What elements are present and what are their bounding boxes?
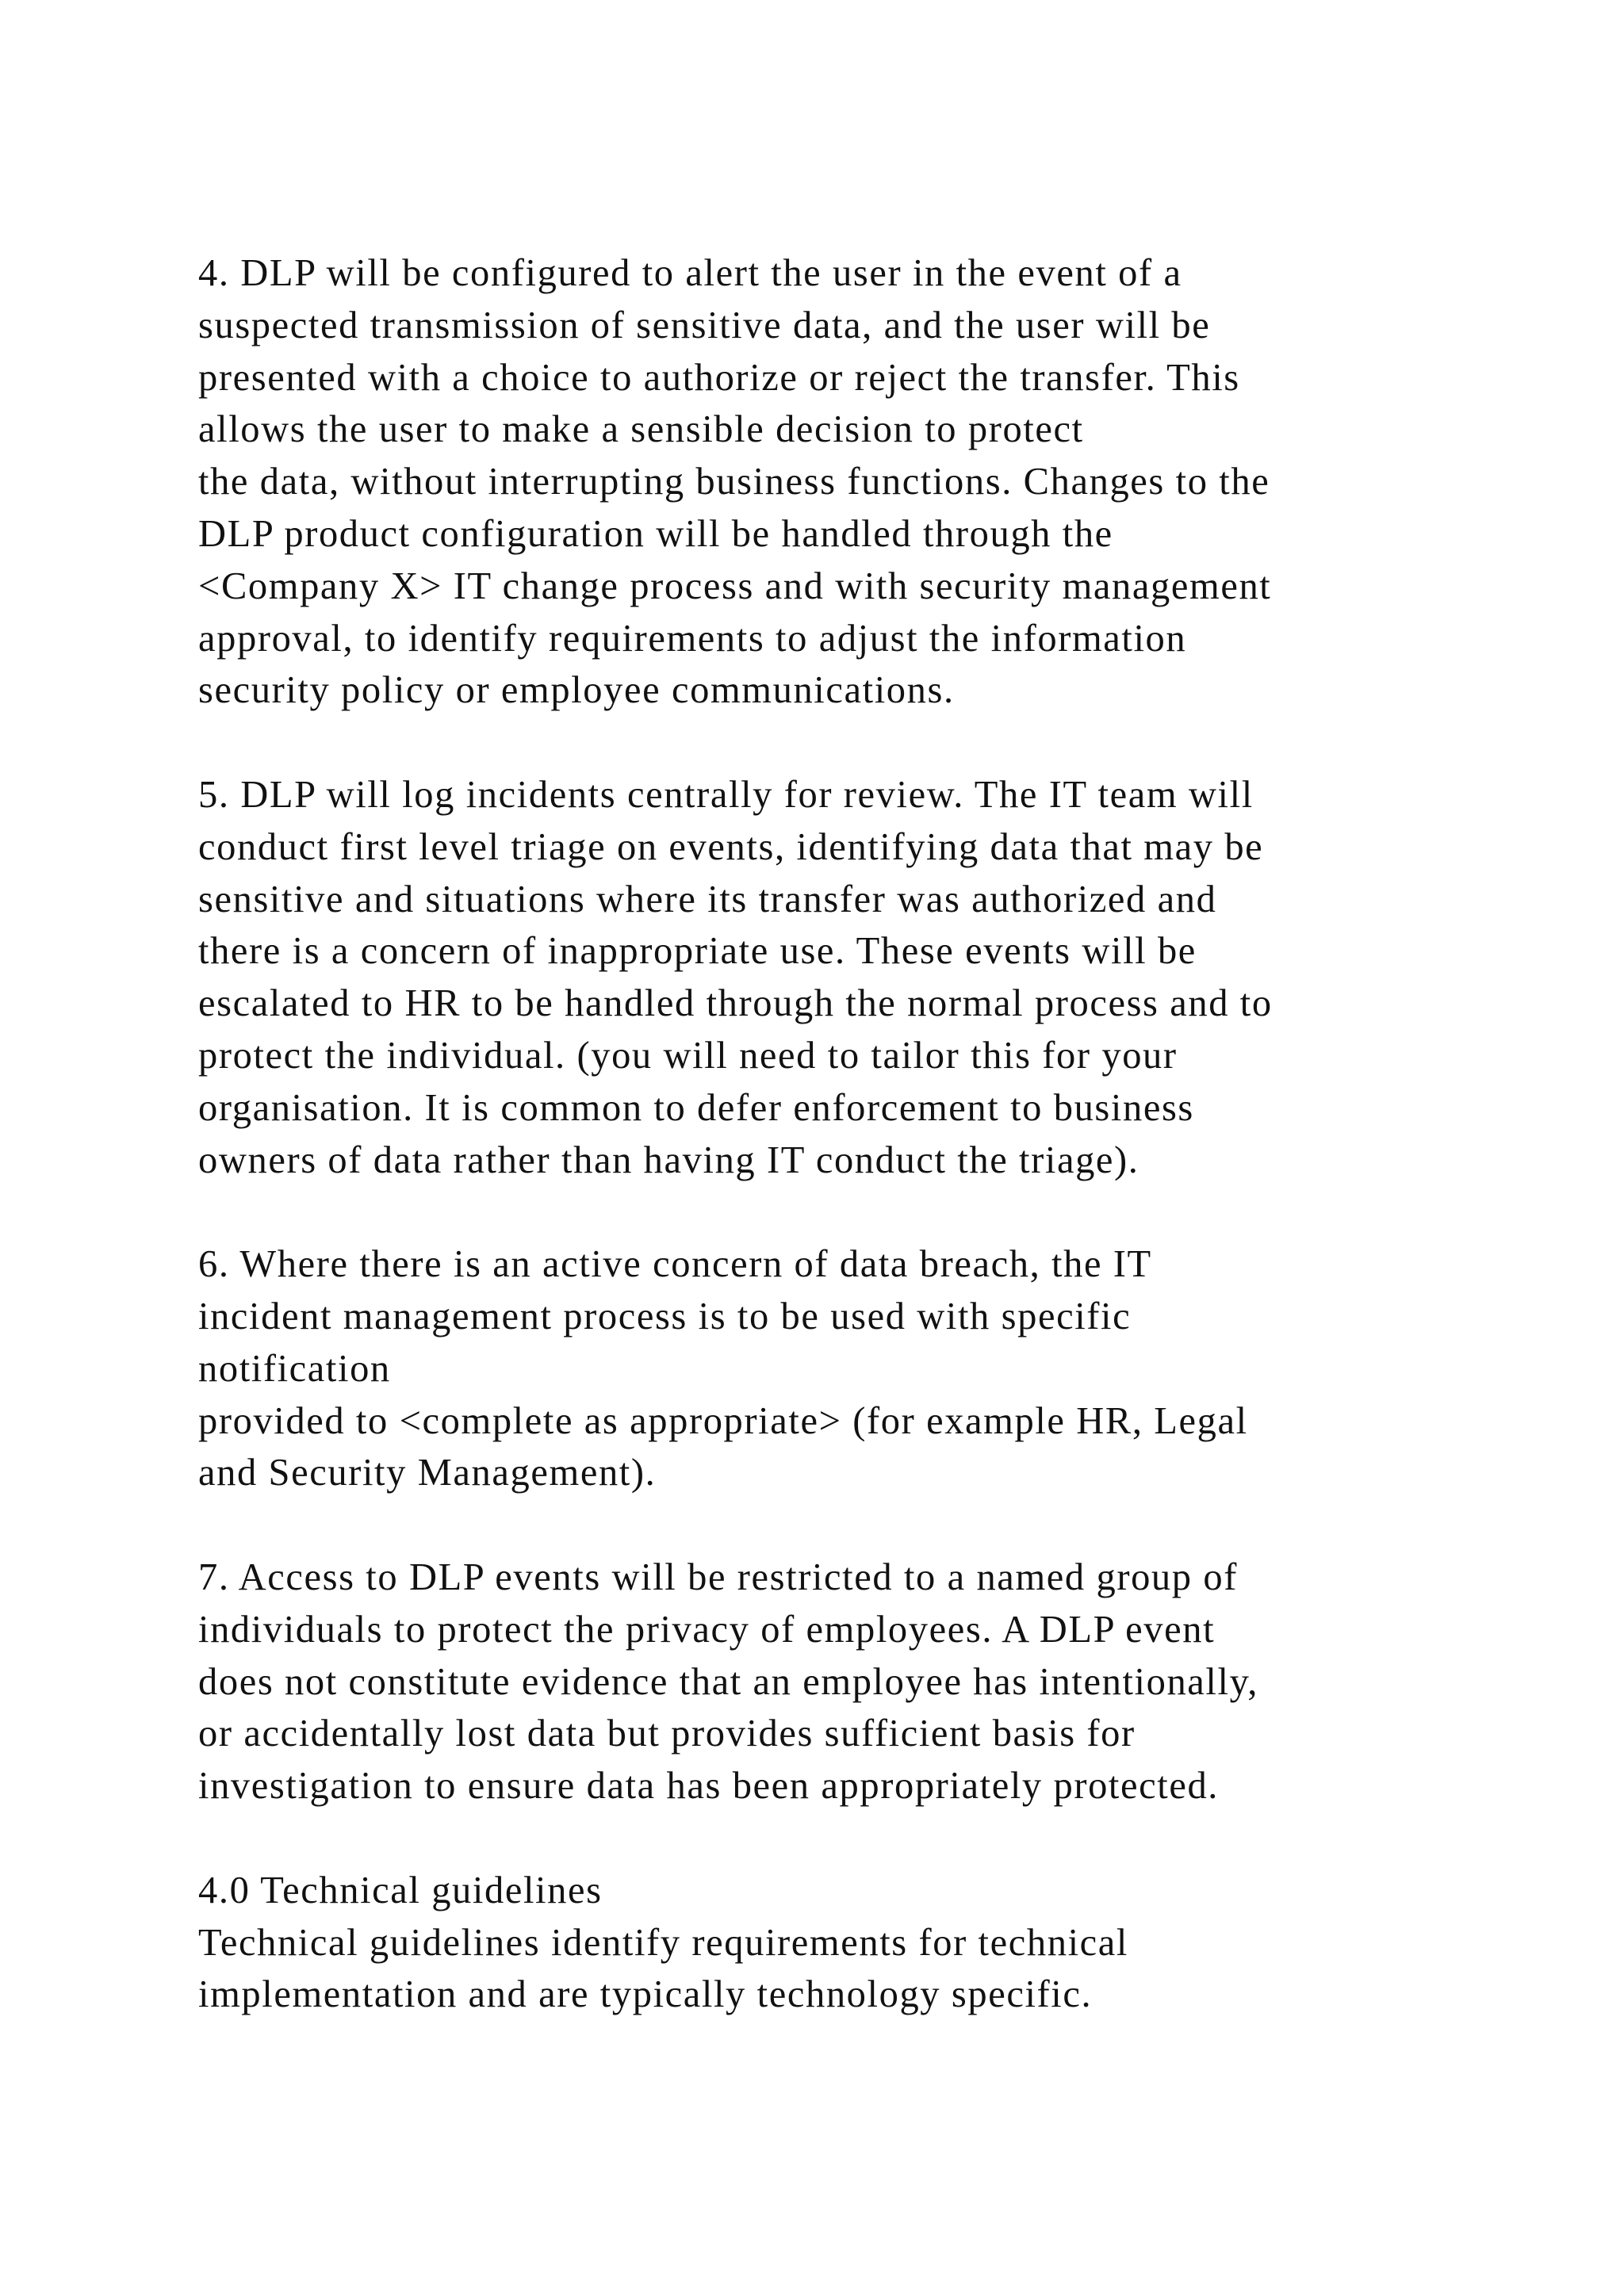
text-line: and Security Management). xyxy=(198,1452,657,1494)
text-line: allows the user to make a sensible decision to protect xyxy=(198,408,1084,451)
text-line: notification xyxy=(198,1347,391,1390)
text-line: 6. Where there is an active concern of data breach, the IT xyxy=(198,1243,1152,1286)
text-line: or accidentally lost data but provides sufficient basis for xyxy=(198,1712,1136,1755)
text-line: suspected transmission of sensitive data, and the user will be xyxy=(198,304,1211,346)
document-body xyxy=(198,247,1546,2021)
paragraph-spacer xyxy=(198,1812,1546,1865)
text-line: organisation. It is common to defer enforcement to business xyxy=(198,1086,1194,1129)
text-line: there is a concern of inappropriate use. These events will be xyxy=(198,930,1197,973)
text-line: 4. DLP will be configured to alert the user in the event of a xyxy=(198,252,1182,294)
text-line: security policy or employee communications. xyxy=(198,669,955,712)
text-line: the data, without interrupting business functions. Changes to the xyxy=(198,461,1270,503)
text-line: individuals to protect the privacy of employees. A DLP event xyxy=(198,1608,1216,1651)
text-line: <Company X> IT change process and with security management xyxy=(198,564,1272,607)
text-line: conduct first level triage on events, identifying data that may be xyxy=(198,825,1264,868)
paragraph-spacer xyxy=(198,1186,1546,1238)
text-line: investigation to ensure data has been appropriately protected. xyxy=(198,1765,1220,1808)
text-line: 5. DLP will log incidents centrally for review. The IT team will xyxy=(198,773,1254,816)
text-line: DLP product configuration will be handled through the xyxy=(198,512,1113,555)
text-line: 7. Access to DLP events will be restricted to a named group of xyxy=(198,1556,1238,1598)
text-line: implementation and are typically technology specific. xyxy=(198,1973,1093,2016)
paragraph-spacer xyxy=(198,1499,1546,1552)
paragraph-item-4 xyxy=(198,247,1546,717)
text-line: sensitive and situations where its transfer was authorized and xyxy=(198,878,1217,920)
paragraph-item-5 xyxy=(198,769,1546,1186)
paragraph-item-6 xyxy=(198,1238,1546,1499)
section-heading: 4.0 Technical guidelines xyxy=(198,1869,603,1911)
text-line: presented with a choice to authorize or reject the transfer. This xyxy=(198,356,1240,399)
text-line: approval, to identify requirements to adjust the information xyxy=(198,617,1187,660)
text-line: escalated to HR to be handled through the normal process and to xyxy=(198,982,1273,1025)
paragraph-item-7 xyxy=(198,1552,1546,1812)
paragraph-spacer xyxy=(198,717,1546,769)
text-line: owners of data rather than having IT conduct the triage). xyxy=(198,1138,1139,1181)
text-line: incident management process is to be used with specific xyxy=(198,1295,1132,1337)
text-line: protect the individual. (you will need to tailor this for your xyxy=(198,1034,1178,1077)
text-line: provided to <complete as appropriate> (for example HR, Legal xyxy=(198,1399,1248,1442)
text-line: Technical guidelines identify requirements for technical xyxy=(198,1921,1128,1964)
section-technical-guidelines xyxy=(198,1865,1546,2021)
text-line: does not constitute evidence that an employee has intentionally, xyxy=(198,1660,1258,1703)
